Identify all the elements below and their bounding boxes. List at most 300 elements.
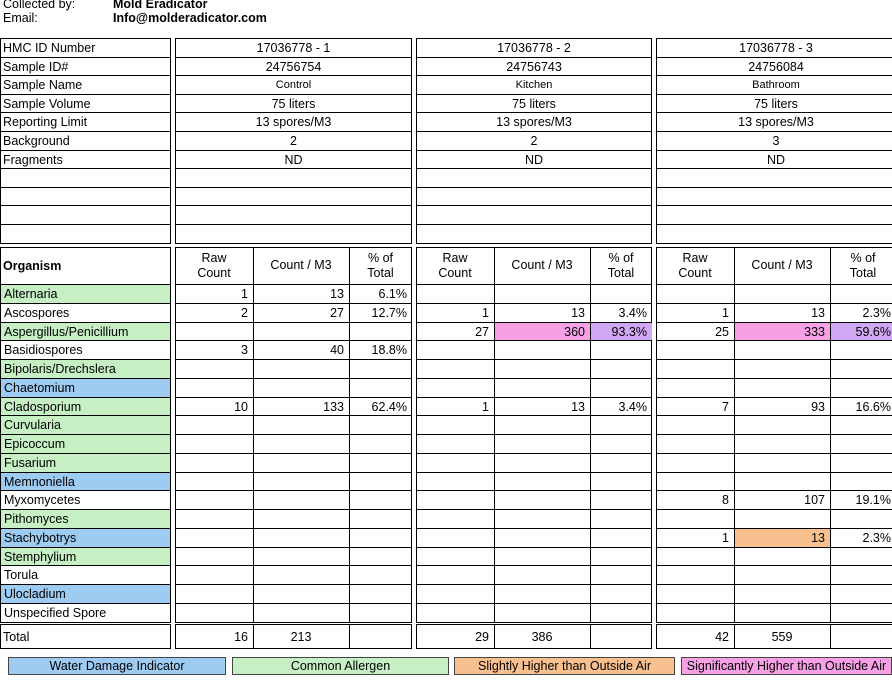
row-divider xyxy=(416,359,652,360)
row-divider xyxy=(0,528,170,529)
organism-name: Basidiospores xyxy=(4,343,83,357)
total-count: 386 xyxy=(531,629,553,644)
organism-value: 1 xyxy=(241,287,248,301)
row-divider xyxy=(0,547,170,548)
row-divider xyxy=(656,224,892,225)
organism-value xyxy=(350,473,412,490)
organism-value: 10 xyxy=(234,399,248,414)
row-divider xyxy=(656,528,892,529)
row-divider xyxy=(656,205,892,206)
row-divider xyxy=(175,547,412,548)
organism-value: 12.7% xyxy=(371,306,407,320)
organism-value xyxy=(591,454,652,472)
organism-name: Myxomycetes xyxy=(4,493,81,507)
total-count: 213 xyxy=(290,629,312,644)
organism-value xyxy=(350,510,412,528)
row-divider xyxy=(0,603,170,604)
info-value: 24756084 xyxy=(748,59,804,74)
organism-value xyxy=(657,454,734,472)
organism-value: 333 xyxy=(735,323,830,340)
organism-value xyxy=(176,454,253,472)
organism-value: 1 xyxy=(722,531,729,545)
organism-value: 93 xyxy=(811,399,825,414)
organism-value: 62.4% xyxy=(371,399,407,414)
row-divider xyxy=(0,224,170,225)
organism-value xyxy=(657,379,734,397)
row-divider xyxy=(0,303,170,304)
organism-value xyxy=(176,435,253,453)
row-divider xyxy=(0,584,170,585)
row-divider xyxy=(175,434,412,435)
organism-value xyxy=(831,510,892,528)
row-divider xyxy=(0,490,170,491)
organism-value: 18.8% xyxy=(371,343,407,357)
organism-value xyxy=(176,566,253,584)
organism-name: Pithomyces xyxy=(1,510,170,528)
organism-value xyxy=(254,548,349,565)
col-divider xyxy=(253,247,254,622)
row-divider xyxy=(175,284,412,285)
row-divider xyxy=(0,187,170,188)
row-divider xyxy=(656,490,892,491)
organism-value xyxy=(831,473,892,490)
organism-value xyxy=(591,585,652,603)
organism-value xyxy=(735,285,830,303)
row-divider xyxy=(656,603,892,604)
organism-value xyxy=(254,454,349,472)
organism-value xyxy=(417,473,494,490)
organism-value xyxy=(176,510,253,528)
organism-value xyxy=(495,566,590,584)
organism-value xyxy=(176,604,253,622)
row-divider xyxy=(0,322,170,323)
organism-value xyxy=(591,360,652,378)
organism-value xyxy=(495,473,590,490)
info-value: 2 xyxy=(290,133,297,148)
organism-value xyxy=(176,379,253,397)
row-divider xyxy=(656,187,892,188)
row-divider xyxy=(656,397,892,398)
organism-value xyxy=(591,473,652,490)
organism-value xyxy=(350,454,412,472)
organism-value: 13 xyxy=(571,306,585,320)
organism-value: 1 xyxy=(482,306,489,320)
row-divider xyxy=(175,509,412,510)
col-divider xyxy=(830,247,831,622)
row-divider xyxy=(175,397,412,398)
organism-value xyxy=(591,491,652,509)
organism-value xyxy=(495,379,590,397)
organism-value xyxy=(417,529,494,547)
organism-value xyxy=(591,548,652,565)
row-divider xyxy=(656,359,892,360)
organism-value xyxy=(254,323,349,340)
organism-name: Ascospores xyxy=(4,306,70,320)
row-divider xyxy=(175,340,412,341)
organism-value xyxy=(657,566,734,584)
row-divider xyxy=(416,340,652,341)
organism-value xyxy=(495,529,590,547)
organism-value xyxy=(591,416,652,434)
organism-value: 3.4% xyxy=(618,306,647,320)
row-divider xyxy=(416,378,652,379)
info-label: Reporting Limit xyxy=(3,114,88,129)
organism-value xyxy=(831,435,892,453)
col-divider xyxy=(830,624,831,649)
organism-value xyxy=(831,566,892,584)
info-value: 75 liters xyxy=(754,96,798,111)
legend-item: Significantly Higher than Outside Air xyxy=(681,657,892,675)
organism-value xyxy=(176,416,253,434)
organism-value: 2.3% xyxy=(862,531,891,545)
organism-value xyxy=(254,416,349,434)
organism-value xyxy=(350,604,412,622)
organism-value xyxy=(831,548,892,565)
row-divider xyxy=(0,284,170,285)
organism-value xyxy=(417,604,494,622)
legend-item: Common Allergen xyxy=(232,657,449,675)
organism-value: 1 xyxy=(482,399,489,414)
info-value: 13 spores/M3 xyxy=(738,114,814,129)
organism-value xyxy=(657,416,734,434)
info-label: Background xyxy=(3,133,70,148)
organism-value: 6.1% xyxy=(378,287,407,301)
organism-value: 360 xyxy=(495,323,590,340)
organism-value xyxy=(417,360,494,378)
column-header: Raw Count xyxy=(197,250,231,280)
organism-value xyxy=(350,416,412,434)
row-divider xyxy=(656,284,892,285)
organism-value xyxy=(350,379,412,397)
row-divider xyxy=(656,584,892,585)
info-label: HMC ID Number xyxy=(3,40,96,55)
row-divider xyxy=(656,509,892,510)
organism-value xyxy=(591,510,652,528)
row-divider xyxy=(175,453,412,454)
organism-value xyxy=(495,360,590,378)
organism-name: Chaetomium xyxy=(1,379,170,397)
column-header: % of Total xyxy=(367,250,394,280)
total-raw: 42 xyxy=(715,629,729,644)
organism-value xyxy=(350,435,412,453)
report-header xyxy=(3,0,267,25)
organism-value xyxy=(735,566,830,584)
organism-value xyxy=(591,341,652,359)
organism-value xyxy=(831,416,892,434)
collected-by-value: Mold Eradicator xyxy=(113,0,208,11)
organism-value xyxy=(495,341,590,359)
organism-value xyxy=(254,566,349,584)
row-divider xyxy=(0,378,170,379)
row-divider xyxy=(0,359,170,360)
row-divider xyxy=(175,205,412,206)
row-divider xyxy=(416,187,652,188)
organism-value xyxy=(831,360,892,378)
column-header: Raw Count xyxy=(438,250,472,280)
column-header: Raw Count xyxy=(678,250,712,280)
row-divider xyxy=(175,415,412,416)
organism-value xyxy=(831,585,892,603)
row-divider xyxy=(416,603,652,604)
organism-value xyxy=(254,585,349,603)
organism-value xyxy=(735,341,830,359)
info-value: 24756743 xyxy=(506,59,562,74)
organism-value xyxy=(350,491,412,509)
organism-value xyxy=(176,473,253,490)
organism-value xyxy=(657,360,734,378)
organism-value: 59.6% xyxy=(831,323,892,340)
row-divider xyxy=(416,322,652,323)
column-header: Count / M3 xyxy=(751,258,813,272)
row-divider xyxy=(416,565,652,566)
organism-value xyxy=(254,379,349,397)
row-divider xyxy=(656,378,892,379)
organism-value xyxy=(417,341,494,359)
organism-value xyxy=(417,379,494,397)
info-value: 3 xyxy=(772,133,780,148)
organism-value: 40 xyxy=(330,343,344,357)
column-header: Count / M3 xyxy=(270,258,332,272)
organism-value xyxy=(735,473,830,490)
organism-value xyxy=(657,510,734,528)
row-divider xyxy=(416,547,652,548)
row-divider xyxy=(416,490,652,491)
row-divider xyxy=(416,303,652,304)
row-divider xyxy=(175,603,412,604)
organism-value xyxy=(350,360,412,378)
email-value: Info@molderadicator.com xyxy=(113,11,267,25)
organism-value xyxy=(657,435,734,453)
organism-value: 13 xyxy=(571,399,585,414)
organism-value xyxy=(831,604,892,622)
organism-name: Torula xyxy=(4,568,39,582)
col-divider xyxy=(590,247,591,622)
row-divider xyxy=(656,434,892,435)
row-divider xyxy=(416,415,652,416)
organism-value xyxy=(735,416,830,434)
info-value: 13 spores/M3 xyxy=(255,114,332,129)
organism-value xyxy=(176,529,253,547)
organism-value xyxy=(417,454,494,472)
column-header: Count / M3 xyxy=(511,258,573,272)
organism-value xyxy=(350,566,412,584)
organism-value xyxy=(495,510,590,528)
organism-value: 13 xyxy=(330,287,344,301)
column-header: % of Total xyxy=(849,250,877,280)
info-value: 17036778 - 3 xyxy=(739,40,813,55)
organism-value xyxy=(254,510,349,528)
total-raw: 16 xyxy=(234,629,248,644)
organism-value xyxy=(657,341,734,359)
info-value: ND xyxy=(766,152,786,167)
organism-value: 2.3% xyxy=(862,306,891,320)
organism-value xyxy=(735,435,830,453)
row-divider xyxy=(175,584,412,585)
organism-value xyxy=(495,585,590,603)
info-value: Kitchen xyxy=(515,78,553,91)
row-divider xyxy=(416,397,652,398)
organism-value xyxy=(417,566,494,584)
row-divider xyxy=(0,434,170,435)
info-value: 17036778 - 1 xyxy=(256,40,331,55)
row-divider xyxy=(656,565,892,566)
row-divider xyxy=(656,415,892,416)
row-divider xyxy=(656,303,892,304)
organism-value: 13 xyxy=(735,529,830,547)
col-divider xyxy=(734,247,735,622)
organism-value xyxy=(254,529,349,547)
organism-value xyxy=(417,585,494,603)
organism-value: 13 xyxy=(811,306,825,320)
col-divider xyxy=(349,624,350,649)
organism-value: 8 xyxy=(722,493,729,507)
organism-value: 16.6% xyxy=(855,399,891,414)
organism-value xyxy=(350,529,412,547)
organism-value xyxy=(735,548,830,565)
organism-name: Aspergillus/Penicillium xyxy=(1,323,170,340)
row-divider xyxy=(175,528,412,529)
organism-value xyxy=(495,491,590,509)
organism-value xyxy=(254,435,349,453)
row-divider xyxy=(175,490,412,491)
column-header: % of Total xyxy=(607,250,635,280)
row-divider xyxy=(175,187,412,188)
email-label: Email: xyxy=(3,11,38,25)
row-divider xyxy=(656,340,892,341)
organism-value xyxy=(495,416,590,434)
organism-value: 27 xyxy=(330,306,344,320)
organism-value: 93.3% xyxy=(591,323,652,340)
organism-value xyxy=(176,323,253,340)
organism-name: Ulocladium xyxy=(1,585,170,603)
row-divider xyxy=(0,472,170,473)
row-divider xyxy=(175,303,412,304)
row-divider xyxy=(0,205,170,206)
organism-value xyxy=(495,548,590,565)
col-divider xyxy=(590,624,591,649)
info-label: Fragments xyxy=(3,152,63,167)
info-label: Sample Volume xyxy=(3,96,91,111)
organism-value xyxy=(591,435,652,453)
organism-value xyxy=(417,435,494,453)
legend-item: Slightly Higher than Outside Air xyxy=(454,657,675,675)
info-value: 2 xyxy=(530,133,538,148)
row-divider xyxy=(0,565,170,566)
info-value: 75 liters xyxy=(271,96,316,111)
row-divider xyxy=(656,322,892,323)
organism-value xyxy=(254,473,349,490)
organism-value xyxy=(657,285,734,303)
info-label: Sample Name xyxy=(3,77,83,92)
organism-value xyxy=(591,379,652,397)
organism-value: 3.4% xyxy=(618,399,647,414)
organism-name: Bipolaris/Drechslera xyxy=(1,360,170,378)
organism-value xyxy=(591,604,652,622)
row-divider xyxy=(0,415,170,416)
organism-value xyxy=(350,323,412,340)
organism-value xyxy=(350,548,412,565)
total-label: Total xyxy=(3,629,30,644)
organism-name: Fusarium xyxy=(1,454,170,472)
organism-value xyxy=(417,285,494,303)
info-value: 17036778 - 2 xyxy=(497,40,571,55)
organism-value: 19.1% xyxy=(855,493,891,507)
organism-name: Memnoniella xyxy=(1,473,170,490)
organism-value xyxy=(176,491,253,509)
organism-value xyxy=(495,454,590,472)
row-divider xyxy=(416,434,652,435)
row-divider xyxy=(656,472,892,473)
organism-value xyxy=(417,548,494,565)
row-divider xyxy=(656,547,892,548)
row-divider xyxy=(0,509,170,510)
row-divider xyxy=(416,528,652,529)
organism-value xyxy=(591,529,652,547)
row-divider xyxy=(0,340,170,341)
info-value: ND xyxy=(524,152,544,167)
organism-name: Curvularia xyxy=(1,416,170,434)
row-divider xyxy=(175,378,412,379)
organism-value: 7 xyxy=(722,399,729,414)
organism-value xyxy=(735,454,830,472)
organism-value xyxy=(831,454,892,472)
legend-item: Water Damage Indicator xyxy=(8,657,226,675)
organism-value xyxy=(254,491,349,509)
organism-value xyxy=(176,548,253,565)
organism-value xyxy=(254,360,349,378)
organism-header: Organism xyxy=(3,258,62,273)
organism-value xyxy=(735,510,830,528)
info-value: Bathroom xyxy=(752,78,800,91)
organism-value xyxy=(735,379,830,397)
organism-name: Epicoccum xyxy=(1,435,170,453)
total-count: 559 xyxy=(771,629,793,644)
organism-name: Stachybotrys xyxy=(1,529,170,547)
organism-value xyxy=(254,604,349,622)
organism-value xyxy=(735,585,830,603)
organism-value xyxy=(831,379,892,397)
info-value: 24756754 xyxy=(265,59,322,74)
organism-value: 25 xyxy=(715,324,729,339)
organism-name: Cladosporium xyxy=(1,398,170,415)
row-divider xyxy=(416,584,652,585)
info-value: ND xyxy=(284,152,303,167)
organism-value xyxy=(735,360,830,378)
info-label: Sample ID# xyxy=(3,59,69,74)
col-divider xyxy=(494,247,495,622)
organism-value xyxy=(831,285,892,303)
organism-value: 3 xyxy=(241,343,248,357)
info-value: 13 spores/M3 xyxy=(496,114,572,129)
row-divider xyxy=(175,472,412,473)
organism-value xyxy=(417,510,494,528)
organism-value xyxy=(591,566,652,584)
row-divider xyxy=(416,205,652,206)
row-divider xyxy=(0,453,170,454)
row-divider xyxy=(416,472,652,473)
organism-value xyxy=(735,604,830,622)
row-divider xyxy=(416,284,652,285)
organism-value xyxy=(657,548,734,565)
organism-value xyxy=(657,473,734,490)
col-divider xyxy=(349,247,350,622)
organism-value xyxy=(176,585,253,603)
organism-name: Alternaria xyxy=(1,285,170,303)
info-value: 75 liters xyxy=(512,96,556,111)
organism-value xyxy=(350,585,412,603)
organism-value: 2 xyxy=(241,306,248,320)
organism-name: Stemphylium xyxy=(1,548,170,565)
